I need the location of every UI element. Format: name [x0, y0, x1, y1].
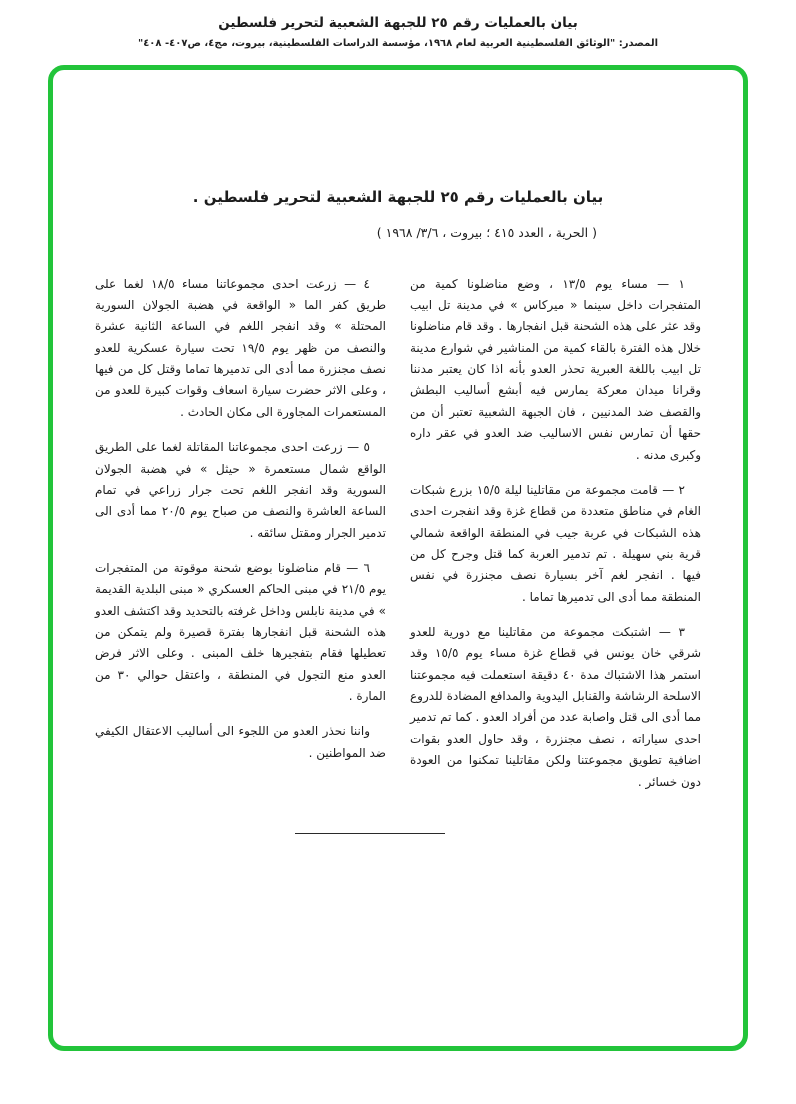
- text-columns: [95, 274, 701, 807]
- operation-paragraph-1: ١ — مساء يوم ١٣/٥ ، وضع مناضلونا كمية من المتفجرات داخل سينما « ميركاس » في مدينة تل ابيب وقد عثر على هذه الشحنة قبل انفجارها . وقد قام مناضلونا خلال هذه الفترة بالقاء كمية من المناشير في شوارع مدينة تل ابيب باللغة العبرية تحذر العدو بأنه اذا كان يعتبر مدننا وقرانا ميدان معركة يمارس فيه أبشع أساليب البطش والقصف ضد المدنيين ، فان الجبهة الشعبية تعتبر أن من حقها أن تمارس نفس الاساليب ضد العدو في عقر داره وكبرى مدنه .: [410, 276, 701, 462]
- scanned-page: [53, 70, 743, 1046]
- column-left: [95, 274, 386, 807]
- operation-paragraph-3: ٣ — اشتبكت مجموعة من مقاتلينا مع دورية للعدو شرقي خان يونس في قطاع غزة مساء يوم ١٥/٥ وقد استمر هذا الاشتباك مدة ٤٠ دقيقة استعملت فيه مجموعتنا الاسلحة الرشاشة والقنابل اليدوية والمدافع المضادة للدروع مما أدى الى قتل واصابة عدد من أفراد العدو . كما تم تدمير احدى سياراته ، نصف مجنزرة ، وقد حاول العدو بقوات اضافية تطويق مجموعتنا ولكن مقاتلينا تمكنوا من العودة دون خسائر .: [410, 625, 701, 789]
- operation-paragraph-6: ٦ — قام مناضلونا بوضع شحنة موقوتة من المتفجرات يوم ٢١/٥ في مبنى الحاكم العسكري « مبنى البلدية القديمة » في مدينة نابلس وداخل غرفته بالتحديد وقد اكتشف العدو هذه الشحنة قبل انفجارها بفترة قصيرة ولم يتمكن من تعطيلها فقام بتفجيرها خلف المبنى . وعلى الاثر فرض العدو منع التجول في المنطقة ، واعتقل حوالي ٣٠ من المارة .: [95, 560, 386, 704]
- column-right: [410, 274, 701, 807]
- scanned-document-frame: [48, 65, 748, 1051]
- end-divider: [295, 833, 445, 834]
- statement-title: بيان بالعمليات رقم ٢٥ للجبهة الشعبية لتحرير فلسطين .: [192, 187, 604, 206]
- statement-publication-line: ( الحرية ، العدد ٤١٥ ؛ بيروت ، ٣/٦/ ١٩٦٨ ): [376, 225, 597, 241]
- document-header: [0, 0, 796, 49]
- operation-paragraph-5: ٥ — زرعت احدى مجموعاتنا المقاتلة لغما على الطريق الواقع شمال مستعمرة « حيثل » في هضبة الجولان السورية وقد انفجر اللغم تحت جرار زراعي في تمام الساعة العاشرة والنصف من صباح يوم ٢٠/٥ مما أدى الى تدمير الجرار ومقتل سائقه .: [95, 440, 387, 540]
- page-title: بيان بالعمليات رقم ٢٥ للجبهة الشعبية لتحرير فلسطين: [218, 15, 578, 31]
- closing-warning-paragraph: واننا نحذر العدو من اللجوء الى أساليب الاعتقال الكيفي ضد المواطنين .: [95, 724, 386, 760]
- source-citation: المصدر: "الوثائق الفلسطينية العربية لعام ١٩٦٨، مؤسسة الدراسات الفلسطينية، بيروت، مج٤، ص٤٠٧- ٤٠٨": [137, 37, 659, 49]
- operation-paragraph-2: ٢ — قامت مجموعة من مقاتلينا ليلة ١٥/٥ بزرع شبكات الغام في مناطق متعددة من قطاع غزة وقد انفجرت احدى هذه الشبكات في عربة جيب في المنطقة الواقعة شمالي قرية بني سهيلة . تم تدمير العربة كما قتل وجرح كل من فيها . انفجر لغم آخر بسيارة نصف مجنزرة في نفس المنطقة مما أدى الى تدميرها تماما .: [410, 482, 701, 604]
- operation-paragraph-4: ٤ — زرعت احدى مجموعاتنا مساء ١٨/٥ لغما على طريق كفر الما « الواقعة في هضبة الجولان السورية المحتلة » وقد انفجر اللغم في الساعة الثانية عشرة والنصف من ظهر يوم ١٩/٥ تحت سيارة عسكرية للعدو نصف مجنزرة مما أدى الى تدميرها تماما وقتل كل من فيها ، وعلى الاثر حضرت سيارة اسعاف وقوات كبيرة للعدو من المستعمرات المجاورة الى مكان الحادث .: [95, 276, 386, 419]
